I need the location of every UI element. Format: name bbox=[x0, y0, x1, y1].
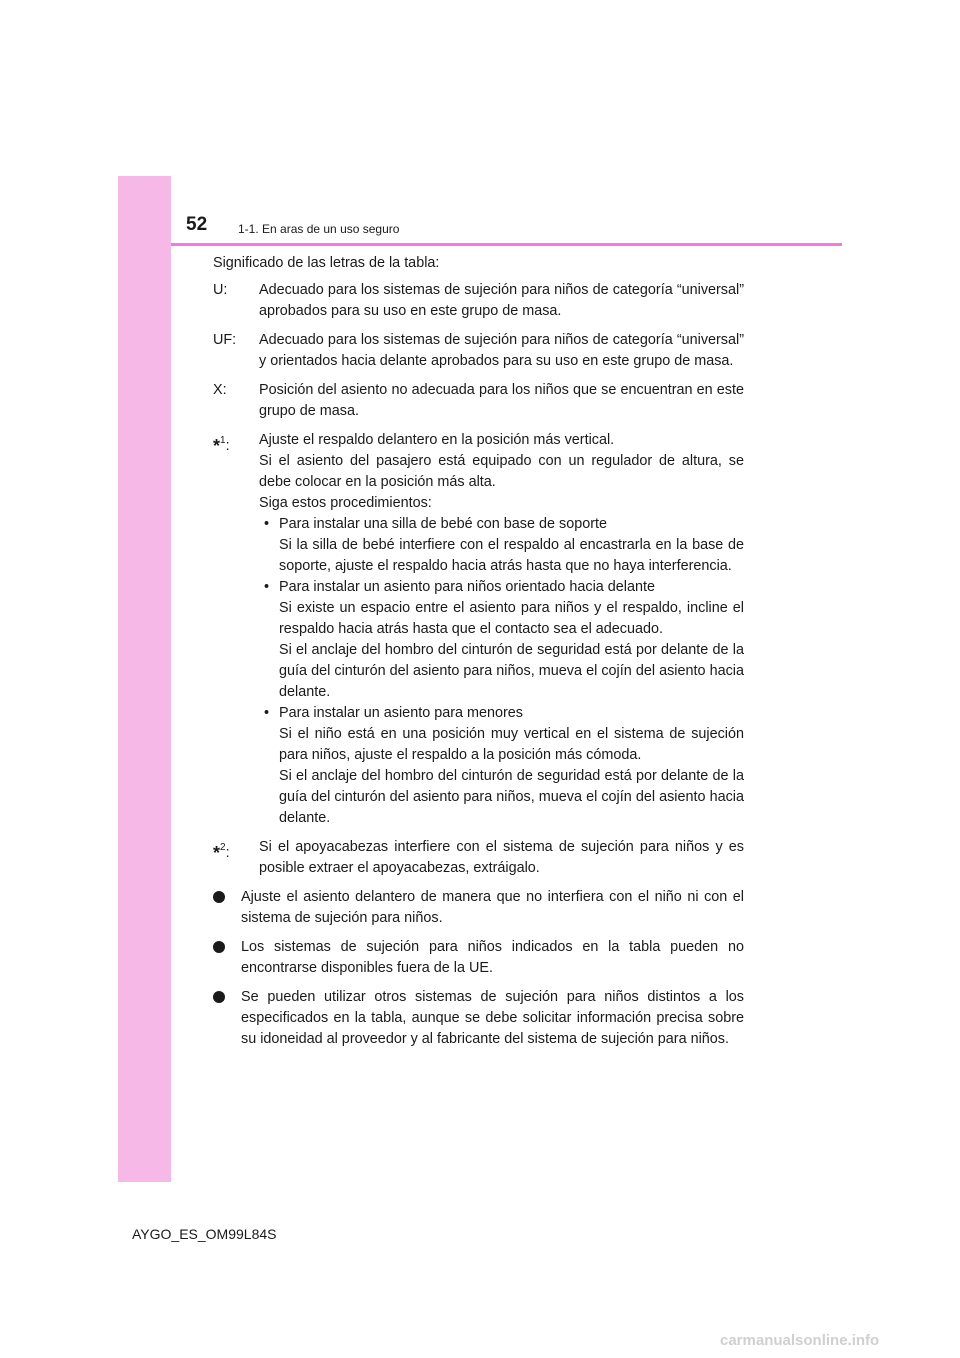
asterisk-icon: * bbox=[213, 843, 221, 863]
footnote-line: Ajuste el respaldo delantero en la posición más vertical. bbox=[259, 432, 615, 448]
bullet-circle-icon bbox=[213, 891, 225, 903]
definition-text: Adecuado para los sistemas de sujeción para niños de categoría “universal” aprobados para su uso en este grupo de masa. bbox=[259, 282, 744, 319]
asterisk-icon: * bbox=[213, 436, 221, 456]
procedure-step bbox=[259, 577, 744, 703]
procedure-title: Para instalar una silla de bebé con base de soporte bbox=[279, 516, 608, 532]
bullet-circle-icon bbox=[213, 991, 225, 1003]
footnote-1 bbox=[213, 430, 744, 829]
info-bullet bbox=[213, 937, 744, 979]
definition-text: Posición del asiento no adecuada para los niños que se encuentran en este grupo de masa. bbox=[259, 382, 744, 419]
bullet-icon: • bbox=[264, 579, 270, 595]
procedure-title: Para instalar un asiento para niños orientado hacia delante bbox=[279, 579, 656, 595]
footnote-marker bbox=[213, 837, 230, 864]
bullet-icon: • bbox=[264, 516, 270, 532]
footnote-number: 2 bbox=[220, 842, 226, 853]
definition-key: X: bbox=[213, 382, 227, 398]
chapter-sidebar-tab bbox=[118, 176, 171, 1182]
page-body bbox=[213, 253, 744, 1058]
footnote-colon: : bbox=[225, 438, 230, 454]
info-bullet bbox=[213, 887, 744, 929]
procedure-text: Si el anclaje del hombro del cinturón de seguridad está por delante de la guía del cinturón del asiento para niños, mueva el cojín del asiento hacia delante. bbox=[279, 768, 744, 826]
bullet-circle-icon bbox=[213, 941, 225, 953]
footnote-text: Si el apoyacabezas interfiere con el sistema de sujeción para niños y es posible extraer el apoyacabezas, extráigalo. bbox=[259, 839, 744, 876]
definition-x bbox=[213, 380, 744, 422]
footnote-number: 1 bbox=[220, 435, 226, 446]
definition-key: UF: bbox=[213, 332, 237, 348]
footnote-marker bbox=[213, 430, 230, 457]
procedure-text: Si existe un espacio entre el asiento para niños y el respaldo, incline el respaldo hacia atrás hasta que el contacto sea el adecuado. bbox=[279, 600, 744, 637]
procedure-step bbox=[259, 703, 744, 829]
definition-key: U: bbox=[213, 282, 228, 298]
definition-uf bbox=[213, 330, 744, 372]
footnote-colon: : bbox=[225, 845, 230, 861]
footnote-2 bbox=[213, 837, 744, 879]
definition-text: Adecuado para los sistemas de sujeción para niños de categoría “universal” y orientados hacia delante aprobados para su uso en este grupo de masa. bbox=[259, 332, 744, 369]
header-divider bbox=[171, 243, 842, 246]
section-title: 1-1. En aras de un uso seguro bbox=[238, 222, 400, 236]
info-bullet bbox=[213, 987, 744, 1050]
document-code: AYGO_ES_OM99L84S bbox=[132, 1226, 277, 1242]
procedure-step bbox=[259, 514, 744, 577]
info-bullet-text: Ajuste el asiento delantero de manera que no interfiera con el niño ni con el sistema de sujeción para niños. bbox=[241, 889, 744, 926]
procedure-text: Si la silla de bebé interfiere con el respaldo al encastrarla en la base de soporte, ajuste el respaldo hacia atrás hasta que no haya interferencia. bbox=[279, 537, 744, 574]
table-legend-intro: Significado de las letras de la tabla: bbox=[213, 255, 440, 271]
procedure-text: Si el anclaje del hombro del cinturón de seguridad está por delante de la guía del cinturón del asiento para niños, mueva el cojín del asiento hacia delante. bbox=[279, 642, 744, 700]
info-bullet-text: Los sistemas de sujeción para niños indicados en la tabla pueden no encontrarse disponibles fuera de la UE. bbox=[241, 939, 744, 976]
definition-u bbox=[213, 280, 744, 322]
watermark: carmanualsonline.info bbox=[720, 1332, 880, 1349]
footnote-line: Si el asiento del pasajero está equipado con un regulador de altura, se debe colocar en la posición más alta. bbox=[259, 453, 744, 490]
footnote-line: Siga estos procedimientos: bbox=[259, 495, 432, 511]
procedure-text: Si el niño está en una posición muy vertical en el sistema de sujeción para niños, ajuste el respaldo a la posición más cómoda. bbox=[279, 726, 744, 763]
procedure-title: Para instalar un asiento para menores bbox=[279, 705, 523, 721]
page-number: 52 bbox=[186, 214, 208, 235]
bullet-icon: • bbox=[264, 705, 270, 721]
info-bullet-text: Se pueden utilizar otros sistemas de sujeción para niños distintos a los especificados en la tabla, aunque se debe solicitar información precisa sobre su idoneidad al proveedor y al fabricante del sistema de sujeción para niños. bbox=[241, 989, 744, 1047]
